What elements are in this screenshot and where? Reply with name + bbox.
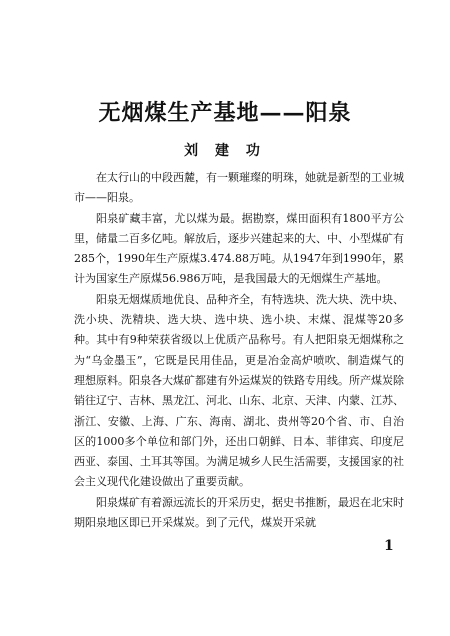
author-name: 刘 建 功 bbox=[184, 143, 266, 159]
article-title: 无烟煤生产基地——阳泉 bbox=[98, 100, 352, 126]
paragraph: 阳泉无烟煤质地优良、品种齐全，有特选块、洗大块、洗中块、洗小块、洗精块、选大块、选中块、选小块、末煤、混煤等20多种。其中有9种荣获省级以上优质产品称号。有人把阳泉无烟煤称之为“乌金墨玉”，它既是民用佳品，更是冶金高炉喷吹、制造煤气的理想原料。阳泉各大煤矿都建有外运煤炭的铁路专用线。所产煤炭除销往辽宁、吉林、黑龙江、河北、山东、北京、天津、内蒙、江苏、浙江、安徽、上海、广东、海南、湖北、贵州等20个省、市、自治区的1000多个单位和部门外，还出口朝鲜、日本、菲律宾、印度尼西亚、泰国、土耳其等国。为满足城乡人民生活需要，支援国家的社会主义现代化建设做出了重要贡献。 bbox=[74, 292, 404, 489]
paragraph: 阳泉煤矿有着源远流长的开采历史，据史书推断，最迟在北宋时期阳泉地区即已开采煤炭。到了元代，煤炭开采就 bbox=[74, 495, 404, 530]
paragraph: 在太行山的中段西麓，有一颗璀璨的明珠，她就是新型的工业城市——阳泉。 bbox=[74, 171, 404, 205]
paragraph: 阳泉矿藏丰富，尤以煤为最。据勘察，煤田面积有1800平方公里，储量二百多亿吨。解放后，逐步兴建起来的大、中、小型煤矿有285个，1990年生产原煤3.474.88万吨。从1947年到1990年，累计为国家生产原煤56.986万吨，是我国最大的无烟煤生产基地。 bbox=[74, 211, 404, 286]
article-body bbox=[74, 168, 404, 533]
page-number: 1 bbox=[384, 538, 394, 554]
